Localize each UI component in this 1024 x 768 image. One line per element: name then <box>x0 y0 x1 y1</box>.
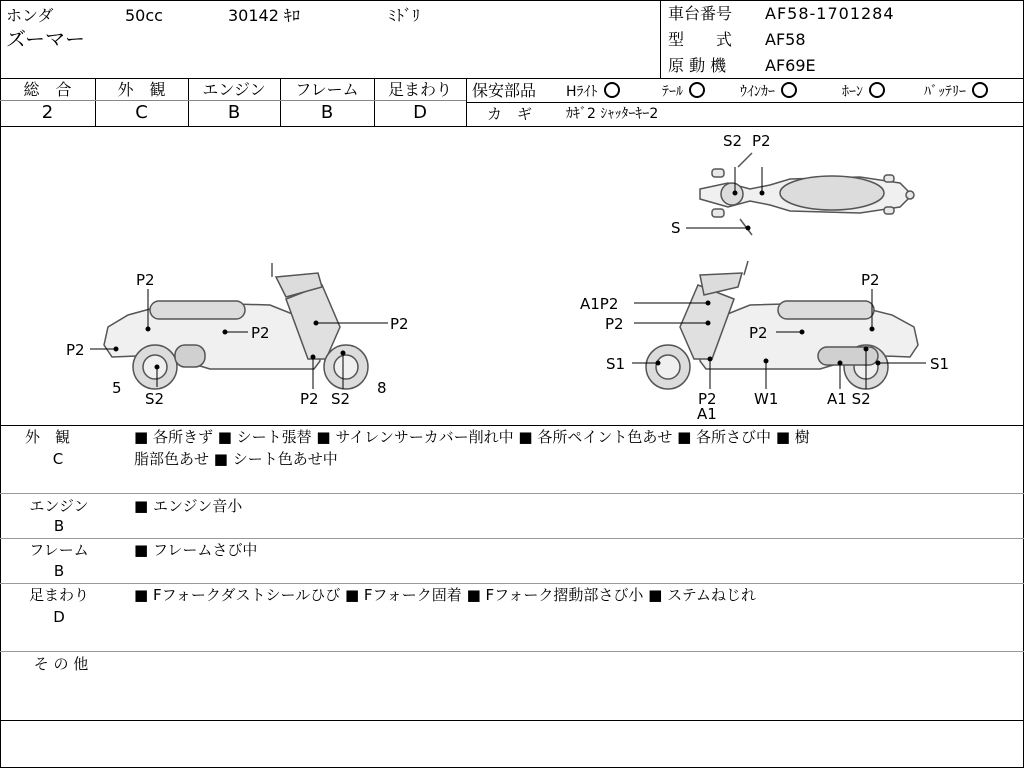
detail-category-frame: フレーム <box>29 541 89 559</box>
grade-value-engine: B <box>227 102 241 123</box>
diagram-label-p2: P2 <box>749 324 768 342</box>
safety-label: 保安部品 <box>472 81 537 100</box>
diagram-label-s1: S1 <box>930 355 950 373</box>
type-label: 型 式 <box>668 30 733 49</box>
grade-value-overall: 2 <box>41 102 54 123</box>
ok-circle-icon <box>604 82 620 98</box>
model-name: ズーマー <box>6 27 85 51</box>
scooter-top-view <box>700 153 914 235</box>
detail-text-frame: ■ フレームさび中 <box>134 541 258 559</box>
diagram-label-p2: P2 <box>698 390 717 408</box>
detail-text-exterior: ■ 各所きず ■ シート張替 ■ サイレンサーカバー削れ中 ■ 各所ペイント色あせ ■ 各所さび中 ■ 樹 <box>134 428 810 446</box>
detail-grade-exterior: C <box>52 450 64 468</box>
detail-category-engine: エンジン <box>29 497 89 515</box>
diagram-label-a1p2: A1P2 <box>580 295 619 313</box>
diagram-label-w1: W1 <box>754 390 779 408</box>
safety-item-winker: ｳｲﾝｶｰ <box>740 82 797 101</box>
detail-text-exterior-cont: 脂部色あせ ■ シート色あせ中 <box>134 450 338 468</box>
diagram-label-p2: P2 <box>251 324 270 342</box>
diagram-label-p2: P2 <box>861 271 880 289</box>
diagram-label-5: 5 <box>112 379 122 397</box>
diagram-label-s2: S2 <box>145 390 165 408</box>
header-divider <box>660 0 661 78</box>
safety-item-tail: ﾃｰﾙ <box>662 82 705 101</box>
detail-grade-engine: B <box>53 517 65 535</box>
rule <box>466 102 1024 103</box>
rule <box>0 425 1024 426</box>
grade-value-frame: B <box>320 102 334 123</box>
safety-item-battery: ﾊﾞｯﾃﾘｰ <box>924 82 988 101</box>
key-value: ｶｷﾞ2 ｼｬｯﾀｰｷｰ2 <box>566 106 659 122</box>
detail-text-suspension: ■ Fフォークダストシールひび ■ Fフォーク固着 ■ Fフォーク摺動部さび小 ■ ステムねじれ <box>134 586 757 604</box>
rule <box>0 651 1024 652</box>
diagram-label-s: S <box>671 219 681 237</box>
ok-circle-icon <box>689 82 705 98</box>
grade-value-exterior: C <box>135 102 148 123</box>
diagram-label-a1: A1 <box>697 405 717 423</box>
detail-category-exterior: 外 観 <box>24 428 70 446</box>
model-type: AF58 <box>765 30 806 49</box>
detail-category-other: そ の 他 <box>33 655 89 673</box>
rule <box>0 583 1024 584</box>
safety-item-headlight: Hﾗｲﾄ <box>566 82 620 101</box>
maker: ホンダ <box>6 6 54 25</box>
detail-category-suspension: 足まわり <box>28 586 89 604</box>
diagram-label-p2: P2 <box>605 315 624 333</box>
diagram-label-a1s2: A1 S2 <box>827 390 871 408</box>
detail-grade-suspension: D <box>53 608 65 626</box>
grade-label-exterior: 外 観 <box>117 80 166 99</box>
ok-circle-icon <box>781 82 797 98</box>
diagram-label-s2: S2 <box>331 390 351 408</box>
safety-item-horn: ﾎｰﾝ <box>842 82 885 101</box>
grade-label-overall: 総 合 <box>23 80 72 99</box>
mileage: 30142 ｷﾛ <box>228 6 300 25</box>
grade-label-frame: フレーム <box>295 80 359 99</box>
rule <box>0 78 1024 79</box>
diagram-label-s1: S1 <box>606 355 626 373</box>
rule <box>0 493 1024 494</box>
rule <box>0 720 1024 721</box>
diagram-label-p2: P2 <box>752 132 771 150</box>
detail-text-engine: ■ エンジン音小 <box>134 497 243 515</box>
rule <box>0 538 1024 539</box>
diagram-label-s2: S2 <box>723 132 743 150</box>
body-color: ﾐﾄﾞﾘ <box>388 6 421 25</box>
grade-mid-rule <box>0 100 466 101</box>
engine-model: AF69E <box>765 56 816 75</box>
frame-no-label: 車台番号 <box>668 4 733 23</box>
engine-label: 原 動 機 <box>668 56 727 75</box>
ok-circle-icon <box>972 82 988 98</box>
grade-label-engine: エンジン <box>202 80 266 99</box>
diagram-label-p2: P2 <box>390 315 409 333</box>
diagram-label-p2: P2 <box>66 341 85 359</box>
grade-value-suspension: D <box>413 102 427 123</box>
frame-no: AF58-1701284 <box>765 4 895 23</box>
diagram-label-p2: P2 <box>300 390 319 408</box>
diagram-label-8: 8 <box>377 379 387 397</box>
ok-circle-icon <box>869 82 885 98</box>
diagram-label-p2: P2 <box>136 271 155 289</box>
key-label: カ ギ <box>487 105 533 123</box>
detail-grade-frame: B <box>53 562 65 580</box>
grade-label-suspension: 足まわり <box>387 80 452 99</box>
displacement: 50cc <box>125 6 163 25</box>
